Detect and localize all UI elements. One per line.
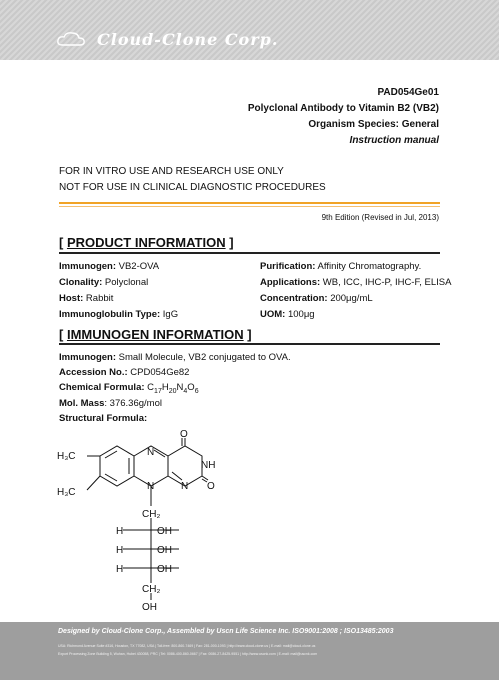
brand-name: Cloud-Clone Corp. [97, 30, 279, 49]
clonality-row: Clonality: Polyclonal [59, 277, 149, 288]
doc-type: Instruction manual [349, 135, 439, 146]
chemical-formula-row: Chemical Formula: $C_{17}H_{20}N_4O_6$ [59, 382, 199, 395]
oxygen-label: O [207, 481, 215, 492]
hydroxyl-label: OH [142, 602, 157, 613]
immunogen-row: Immunogen: VB2-OVA [59, 261, 160, 272]
notice-research-only: FOR IN VITRO USE AND RESEARCH USE ONLY [59, 166, 284, 177]
oxygen-label: O [180, 429, 188, 440]
cloud-logo-icon [56, 31, 86, 47]
concentration-row: Concentration: 200μg/mL [260, 293, 373, 304]
structural-formula-label: Structural Formula: [59, 413, 148, 424]
nitrogen-label: N [181, 481, 189, 492]
product-name: Polyclonal Antibody to Vitamin B2 (VB2) [247, 103, 439, 114]
purification-row: Purification: Affinity Chromatography. [260, 261, 422, 272]
divider-orange-thin [59, 206, 440, 207]
product-code: PAD054Ge01 [377, 87, 439, 98]
hydroxyl-label: OH [157, 564, 172, 575]
section-divider [59, 343, 440, 345]
applications-row: Applications: WB, ICC, IHC-P, IHC-F, ELISA [260, 277, 452, 288]
hydroxyl-label: OH [157, 545, 172, 556]
footer-credits: Designed by Cloud-Clone Corp., Assembled by Uscn Life Science Inc. ISO9001:2008 ; ISO13485:2003 [58, 628, 394, 635]
product-info-heading: [ PRODUCT INFORMATION ] [59, 235, 234, 250]
footer-address-usa: USA: Richmond Avenue Suite #316, Houston, TX 77082, USA | Toll-free: 800-860-7469 | Fax: 281-000-1093 | http://www.cloud-clone.us | E-mail: mail@cloud-clone.us [58, 644, 316, 648]
notice-not-clinical: NOT FOR USE IN CLINICAL DIAGNOSTIC PROCEDURES [59, 182, 326, 193]
uom-row: UOM: 100μg [260, 309, 315, 320]
ch2-label: CH₂ [142, 509, 161, 520]
nitrogen-label: N [147, 481, 155, 492]
hydrogen-label: H [116, 564, 124, 575]
nh-label: NH [201, 460, 216, 471]
hydrogen-label: H [116, 526, 124, 537]
accession-row: Accession No.: CPD054Ge82 [59, 367, 190, 378]
immunogen-info-heading: [ IMMUNOGEN INFORMATION ] [59, 327, 252, 342]
ig-type-row: Immunoglobulin Type: IgG [59, 309, 179, 320]
nitrogen-label: N [147, 447, 155, 458]
edition-text: 9th Edition (Revised in Jul, 2013) [321, 213, 439, 222]
immunogen-detail-row: Immunogen: Small Molecule, VB2 conjugated to OVA. [59, 352, 291, 363]
divider-orange [59, 202, 440, 204]
methyl-label: H₃C [57, 451, 76, 462]
host-row: Host: Rabbit [59, 293, 114, 304]
section-divider [59, 252, 440, 254]
hydroxyl-label: OH [157, 526, 172, 537]
ch2-label: CH₂ [142, 584, 161, 595]
methyl-label: H₃C [57, 487, 76, 498]
mol-mass-row: Mol. Mass: 376.36g/mol [59, 398, 162, 409]
organism-species: Organism Species: General [308, 119, 439, 130]
footer-address-prc: Export Processing Zone Building 5, Wuhan, Hubei 430058, PRC | Tel: 0086-400-860-0667 | Fax: 0086-27-8425-9551 | http://www.uscnk.com | E-mail: mail@uscnk.com [58, 652, 318, 656]
riboflavin-structure [55, 428, 235, 618]
hydrogen-label: H [116, 545, 124, 556]
